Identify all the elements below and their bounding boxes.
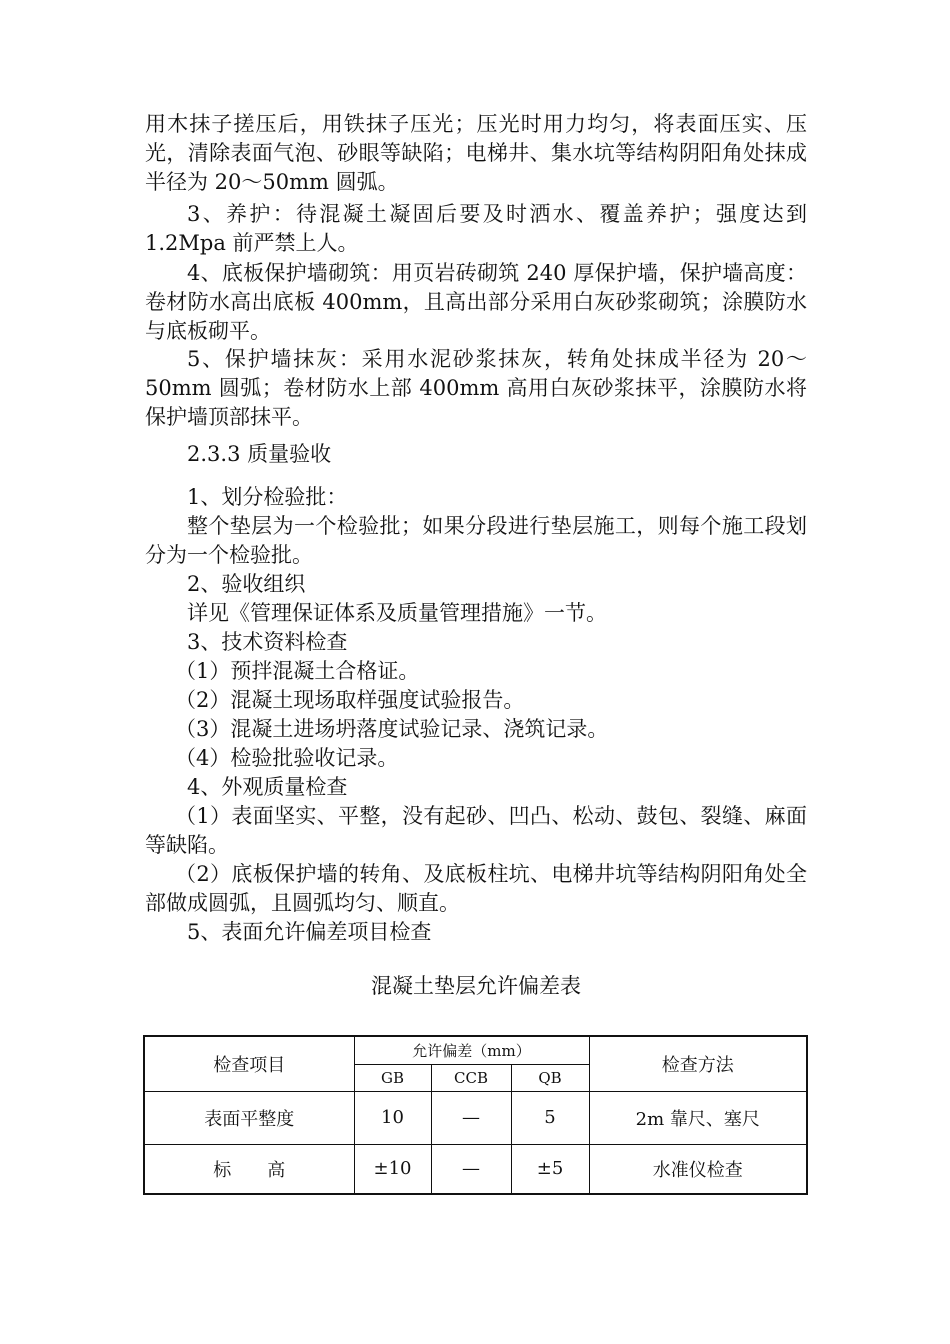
header-qb: QB [511, 1064, 589, 1091]
cell-gb: 10 [354, 1091, 431, 1144]
header-ccb: CCB [431, 1064, 511, 1091]
item-technical-docs: 3、技术资料检查 [187, 630, 348, 654]
header-item: 检查项目 [144, 1036, 354, 1091]
cell-gb: ±10 [354, 1144, 431, 1194]
item-inspection-lot: 1、划分检验批： [187, 485, 348, 509]
cell-item: 标 高 [144, 1144, 354, 1194]
header-method: 检查方法 [589, 1036, 807, 1091]
header-gb: GB [354, 1064, 431, 1091]
table-row [144, 1091, 807, 1144]
list-item: （4）检验批验收记录。 [175, 746, 399, 770]
list-item: （1）预拌混凝土合格证。 [175, 659, 420, 683]
cell-ccb: — [431, 1144, 511, 1194]
item-tolerance-check: 5、表面允许偏差项目检查 [187, 920, 432, 944]
paragraph-curing: 3、养护：待混凝土凝固后要及时洒水、覆盖养护；强度达到 1.2Mpa 前严禁上人。 [145, 202, 807, 255]
cell-qb: 5 [511, 1091, 589, 1144]
list-item: （1）表面坚实、平整，没有起砂、凹凸、松动、鼓包、裂缝、麻面等缺陷。 [145, 804, 807, 857]
item-acceptance-org: 2、验收组织 [187, 572, 306, 596]
table-row [144, 1144, 807, 1194]
cell-qb: ±5 [511, 1144, 589, 1194]
cell-item: 表面平整度 [144, 1091, 354, 1144]
paragraph-wall-plastering: 5、保护墙抹灰：采用水泥砂浆抹灰，转角处抹成半径为 20～50mm 圆弧；卷材防水上部 400mm 高用白灰砂浆抹平，涂膜防水将保护墙顶部抹平。 [145, 347, 807, 429]
cell-method: 2m 靠尺、塞尺 [589, 1091, 807, 1144]
item-appearance-check: 4、外观质量检查 [187, 775, 348, 799]
paragraph-plastering: 用木抹子搓压后，用铁抹子压光；压光时用力均匀，将表面压实、压光，清除表面气泡、砂眼等缺陷；电梯井、集水坑等结构阴阳角处抹成半径为 20～50mm 圆弧。 [145, 112, 807, 194]
paragraph-inspection-lot: 整个垫层为一个检验批；如果分段进行垫层施工，则每个施工段划分为一个检验批。 [145, 514, 807, 567]
header-tolerance: 允许偏差（mm） [354, 1036, 589, 1064]
list-item: （3）混凝土进场坍落度试验记录、浇筑记录。 [175, 717, 609, 741]
list-item: （2）混凝土现场取样强度试验报告。 [175, 688, 525, 712]
list-item: （2）底板保护墙的转角、及底板柱坑、电梯井坑等结构阴阳角处全部做成圆弧，且圆弧均匀、顺直。 [145, 862, 807, 915]
table-caption: 混凝土垫层允许偏差表 [371, 974, 581, 998]
cell-ccb: — [431, 1091, 511, 1144]
paragraph-acceptance-org: 详见《管理保证体系及质量管理措施》一节。 [187, 601, 607, 625]
table-header-row [144, 1036, 807, 1064]
tolerance-table [143, 1035, 808, 1195]
cell-method: 水准仪检查 [589, 1144, 807, 1194]
paragraph-protection-wall: 4、底板保护墙砌筑：用页岩砖砌筑 240 厚保护墙，保护墙高度：卷材防水高出底板 400mm，且高出部分采用白灰砂浆砌筑；涂膜防水与底板砌平。 [145, 261, 807, 343]
section-heading: 2.3.3 质量验收 [187, 442, 332, 466]
